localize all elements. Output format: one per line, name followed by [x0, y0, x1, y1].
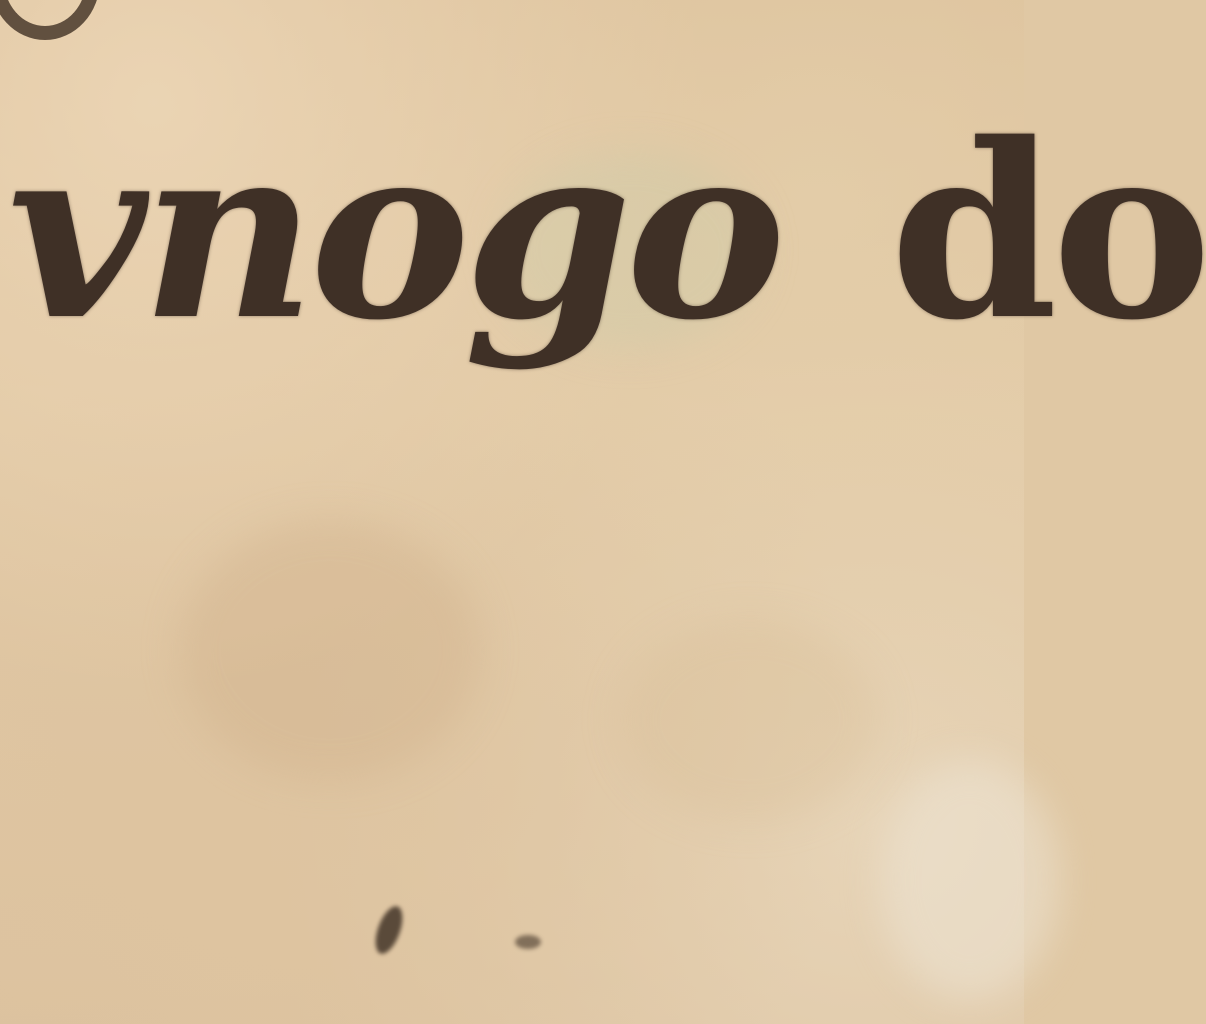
letter-fragment [0, 0, 100, 40]
paper-stain [180, 520, 480, 780]
paper-stain [620, 620, 880, 820]
text-line [8, 91, 1206, 373]
ink-speck [515, 935, 541, 949]
word: vnogo [8, 91, 780, 373]
ink-speck [370, 903, 408, 958]
paper-stain [880, 760, 1060, 1000]
word: do [889, 91, 1206, 373]
